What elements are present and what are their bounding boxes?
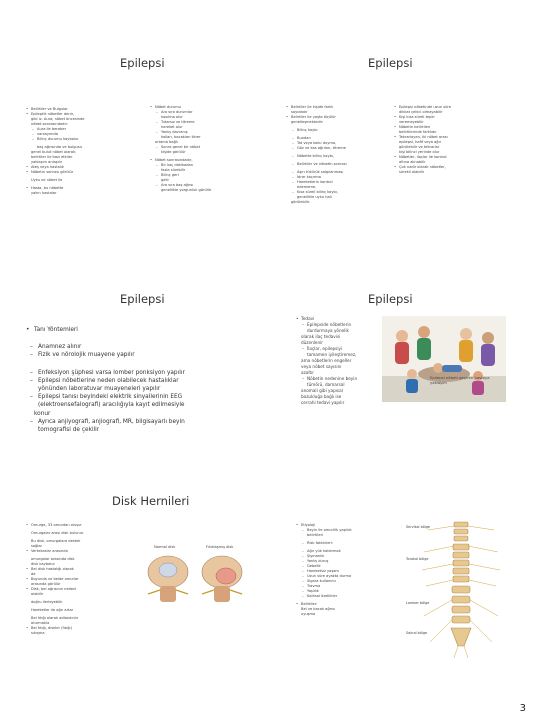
- bullet-item: fazla sürebilir: [161, 168, 186, 172]
- bullet-item: • Epilepsi nöbetinde uzun süre: [394, 105, 504, 110]
- bullet-item: – Ara sıra baş ağrısı: [150, 183, 260, 188]
- bullet-item: – Risk faktörleri:: [296, 541, 400, 546]
- bullet-item: sıkışma: [31, 631, 45, 635]
- bullet-item: epilepsi, hafif veya ağır: [399, 140, 442, 144]
- bullet-item: • Bel disk hastalığı olarak: [26, 567, 130, 572]
- bullet-item: – Enfeksiyon şüphesi varsa lomber ponksiyon yapılır: [26, 369, 266, 377]
- bullet-item: • Kişi kısa süreli tepki: [394, 115, 504, 120]
- bullet-item: – Travma: [296, 584, 400, 589]
- bullet-item: omurgalar arasında disk: [31, 557, 75, 561]
- bullet-item: gelir: [161, 178, 169, 182]
- bullet-item: veremeyebilir: [399, 120, 424, 124]
- right-bullets: [394, 105, 504, 175]
- bullet-item: – Epilepsi tanısı beyindeki elektrik sinyallerinin EEG: [26, 393, 266, 401]
- bullet-item: – Bir kaç dakikadan: [150, 163, 260, 168]
- bullet-item: • Nöbetler, ilaçlar ile kontrol: [394, 155, 504, 160]
- bullet-item: • Disk, bel ağrısının nedeni: [26, 587, 130, 592]
- bullet-item: Omurgalar arası disk bulunur: [31, 531, 84, 535]
- bullet-item: – İlaçlar, epilepsiyi: [296, 346, 380, 352]
- spine-diagram: [404, 516, 520, 662]
- bullet-item: (elektroensefalografi) aracılığıyla kayıt edilmesiyle: [38, 402, 185, 409]
- bullet-item: da: [31, 572, 36, 576]
- bullet-item: – Yanlış duruş: [296, 559, 400, 564]
- bullet-item: doğru ilerleyebilir: [31, 600, 63, 604]
- bullet-item: – Epilepsi nöbetlerine neden olabilecek hastalıklar: [26, 377, 266, 385]
- left-bullets: [26, 523, 130, 636]
- bullet-item: • Omurga, 33 omurdan oluşur: [26, 523, 130, 528]
- bullet-item: yaklaşım anlaşılır: [31, 160, 63, 164]
- bullet-item: veya nöbet sayısını: [301, 364, 342, 369]
- bullet-item: – Sonra genel bir nöbet: [150, 145, 260, 150]
- right-bullets: [150, 105, 260, 193]
- bullet-item: bozukluğa bağlı ise: [301, 394, 342, 399]
- caption-line: Epilepsi nöbeti geçiren hastaya: [430, 375, 490, 380]
- bullet-item: sayıdadır: [291, 110, 308, 114]
- bullet-item: – Fizik ve nörolojik muayene yapılır: [26, 351, 266, 359]
- herniated-disk-icon: [202, 556, 242, 602]
- bullet-item: sağlar: [31, 544, 43, 548]
- bullet-item: dikkat çekici olmayabilir: [399, 110, 443, 114]
- bullet-item: • Boyunda ve belde omurlar: [26, 577, 130, 582]
- bullet-item: • Çok nadir olarak nöbetler,: [394, 165, 504, 170]
- bullet-item: Bu disk, omurgalara destek: [31, 539, 81, 543]
- spine-label-sacral: Sakral bölge: [406, 631, 428, 635]
- spine-label-cervical: Servikal bölge: [406, 525, 430, 529]
- bullet-item: belirtileri: [307, 533, 324, 537]
- bullet-item: durdurmaya yönelik: [307, 328, 349, 333]
- bullet-item: ama nöbetlerin engeller: [301, 358, 352, 363]
- bullet-item: olarak ilaç tedavisi: [301, 334, 341, 339]
- bullet-item: – Göz ve kas ağrıları, titreme: [286, 146, 396, 151]
- right-bullets: [296, 523, 400, 617]
- bullet-item: – Kalıtsal özellikler: [296, 594, 400, 599]
- bullet-item: tomografisi de çekilir: [38, 427, 100, 434]
- bullet-item: düzenlenir: [301, 340, 324, 345]
- bullet-item: – Ara sıra durumlar: [150, 110, 260, 115]
- bullet-item: • Bel fıtığı, diskler (fıtığı): [26, 626, 130, 631]
- bullet-item: Bel ve bacak ağrısı: [301, 607, 336, 611]
- bullet-item: – Bilinç durumu kaybolur: [26, 137, 138, 142]
- slide-title: Disk Hernileri: [112, 494, 190, 508]
- bullet-item: kolları, bacakları titrer: [161, 135, 201, 139]
- bullet-item: • Etiyoloji: [296, 523, 400, 528]
- bullet-item: • Ateş veya hastalık: [26, 165, 138, 170]
- slide-epilepsi-1: [0, 48, 270, 238]
- bullet-item: kişi bilinci yerinde olur: [399, 150, 440, 154]
- left-bullets: [286, 105, 396, 205]
- bullet-list: [296, 316, 380, 406]
- bullet-item: – İdrar kaçırma: [286, 175, 396, 180]
- bullet-item: oturmakla: [31, 621, 50, 625]
- bullet-item: edememe,: [297, 185, 317, 189]
- bullet-item: tümörü, damarsal: [307, 382, 345, 387]
- bullet-item: genellikle yorgunluk görülür: [161, 188, 212, 192]
- bullet-item: cerrahi tedavi yapılır: [301, 400, 345, 405]
- slide-title: Epilepsi: [368, 292, 413, 306]
- bullet-item: kasılma olur: [161, 115, 183, 119]
- bullet-item: kişide görülür: [161, 150, 186, 154]
- herniated-disk-label: Fıtıklaşmış disk: [206, 545, 234, 549]
- bullet-item: – Nöbetin nedenine beyin: [296, 376, 380, 382]
- bullet-item: • Epileptik nöbetler denir,: [26, 112, 138, 117]
- bullet-item: belirtiler ile bazı etkiler: [31, 155, 73, 159]
- bullet-item: – Aşırı tükürük salgılanması: [286, 170, 396, 175]
- bullet-item: – varsayımda: [26, 132, 138, 137]
- bullet-item: – Şişmanlık: [296, 554, 400, 559]
- bullet-item: • Belirtiler ve Bulgular: [26, 107, 138, 112]
- bullet-item: – Ayrıca anjiyografi, anjiografi, MR, bilgisayarlı beyin: [26, 418, 266, 426]
- bullet-item: tamamen iyileştiremez,: [307, 352, 357, 357]
- bullet-item: disk kaybolur: [31, 562, 55, 566]
- bullet-item: genelleşmektedir:: [291, 120, 324, 124]
- bullet-item: • Belirtiler ile kişide farklı: [286, 105, 396, 110]
- bullet-item: – Sigara kullanımı: [296, 579, 400, 584]
- bullet-item: • Nöbetin sonrası görülür: [26, 170, 138, 175]
- bullet-item: – Yaşlılık: [296, 589, 400, 594]
- bullet-item: – Kısa süreli bilinç kaybı,: [286, 190, 396, 195]
- bullet-item: görülebilir.: [291, 200, 311, 204]
- bullet-item: – Aura ile beraber: [26, 127, 138, 132]
- bullet-item: • Nöbetin belirtileri: [394, 125, 504, 130]
- bullet-item: olabilir: [31, 592, 44, 596]
- bullet-item: • Tanı Yöntemleri: [26, 326, 266, 334]
- bullet-item: baş ağrısında ve bulgusu: [37, 145, 82, 149]
- bullet-item: belirtilerinde farklıdır: [399, 130, 437, 134]
- bullet-item: – Bilinç kaybı: [286, 128, 396, 133]
- slide-title: Epilepsi: [120, 56, 165, 70]
- bullet-item: – Bundan: [286, 136, 396, 141]
- normal-disk-icon: [148, 556, 188, 602]
- bullet-item: yakın hastalar: [31, 191, 57, 195]
- bullet-item: • Hasta, bu nöbette: [26, 186, 138, 191]
- bullet-item: – Yanlış davranış: [150, 130, 260, 135]
- bullet-item: genellikle uyku hali: [297, 195, 332, 199]
- slide-epilepsi-4: [270, 282, 540, 472]
- bullet-item: gibi iz. Aura; nöbet öncesinde: [31, 117, 85, 121]
- bullet-item: sürekli olabilir: [399, 170, 425, 174]
- bullet-item: – Anamnez alınır: [26, 343, 266, 351]
- bullet-item: uyuşma: [301, 612, 316, 616]
- bullet-item: • Tekrarlayan, iki nöbet arası: [394, 135, 504, 140]
- bullet-item: • Nöbet durumu: [150, 105, 260, 110]
- bullet-item: – Beyin ile omurilik yaşlılık: [296, 528, 400, 533]
- bullet-item: yönünden laboratuvar muayeneleri yapılır: [38, 386, 161, 393]
- normal-disk-label: Normal disk: [154, 545, 176, 549]
- bullet-item: Hareketler ile ağrı artar: [31, 608, 74, 612]
- bullet-item: Bel fıtığı olarak adlandırılır: [31, 616, 79, 620]
- bullet-item: – Hareketsiz yaşam: [296, 569, 400, 574]
- bullet-item: nöbet sonrasındadır:: [31, 122, 69, 126]
- bullet-item: • Belirtiler ile yaşta ölçülür: [286, 115, 396, 120]
- slide-disk-hernileri: [0, 488, 540, 720]
- slide-epilepsi-2: [270, 48, 540, 238]
- bullet-item: konur: [34, 410, 51, 417]
- bullet-item: • Tedavi: [296, 316, 380, 322]
- spine-label-thoracic: Torakal bölge: [406, 557, 429, 561]
- bullet-item: altına alınabilir: [399, 160, 426, 164]
- illustration-caption: [430, 375, 510, 385]
- bullet-item: arasında görülür: [31, 582, 61, 586]
- bullet-item: – Nöbette bilinç kaybı,: [286, 154, 396, 159]
- bullet-item: – Belirtiler ve nöbetin sonrası: [286, 162, 396, 167]
- bullet-item: anomali gibi yapısal: [301, 388, 343, 393]
- bullet-item: – Bilinç geri: [150, 173, 260, 178]
- bullet-item: – Gebelik: [296, 564, 400, 569]
- bullet-item: – Tat veya koku duyma,: [286, 141, 396, 146]
- bullet-list: [26, 326, 266, 434]
- bullet-item: ortama bağlı: [155, 140, 178, 144]
- caption-line: yaklaşım: [430, 380, 447, 385]
- spine-label-lumbar: Lomber bölge: [406, 601, 430, 605]
- bullet-item: azaltır: [301, 370, 315, 375]
- bullet-item: genel bulut nöbet olarak,: [31, 150, 77, 154]
- slide-title: Epilepsi: [368, 56, 413, 70]
- slide-epilepsi-3: [0, 282, 270, 472]
- bullet-item: • Vertebralar arasında: [26, 549, 130, 554]
- bullet-item: • Nöbet sonrasındadır,: [150, 158, 260, 163]
- disk-figure: [140, 540, 252, 610]
- bullet-item: – Epilepside nöbetlerin: [296, 322, 380, 328]
- bullet-item: – Ağır yük kaldırmak: [296, 549, 400, 554]
- page-number: 3: [519, 703, 526, 714]
- bullet-item: – Hareketlerin kontrol: [286, 180, 396, 185]
- bullet-item: • Belirtiler:: [296, 602, 400, 607]
- slide-title: Epilepsi: [120, 292, 165, 306]
- bullet-item: görülebilir ve tekrarlar: [399, 145, 440, 149]
- bullet-item: hareket olur: [161, 125, 183, 129]
- left-bullets: [26, 107, 138, 196]
- bullet-item: – Tutarsız ve titreme: [150, 120, 260, 125]
- bullet-item: Uyku ve nöbet ile: [31, 178, 63, 182]
- bullet-item: – Uzun süre ayakta durma: [296, 574, 400, 579]
- first-aid-illustration: [382, 316, 506, 402]
